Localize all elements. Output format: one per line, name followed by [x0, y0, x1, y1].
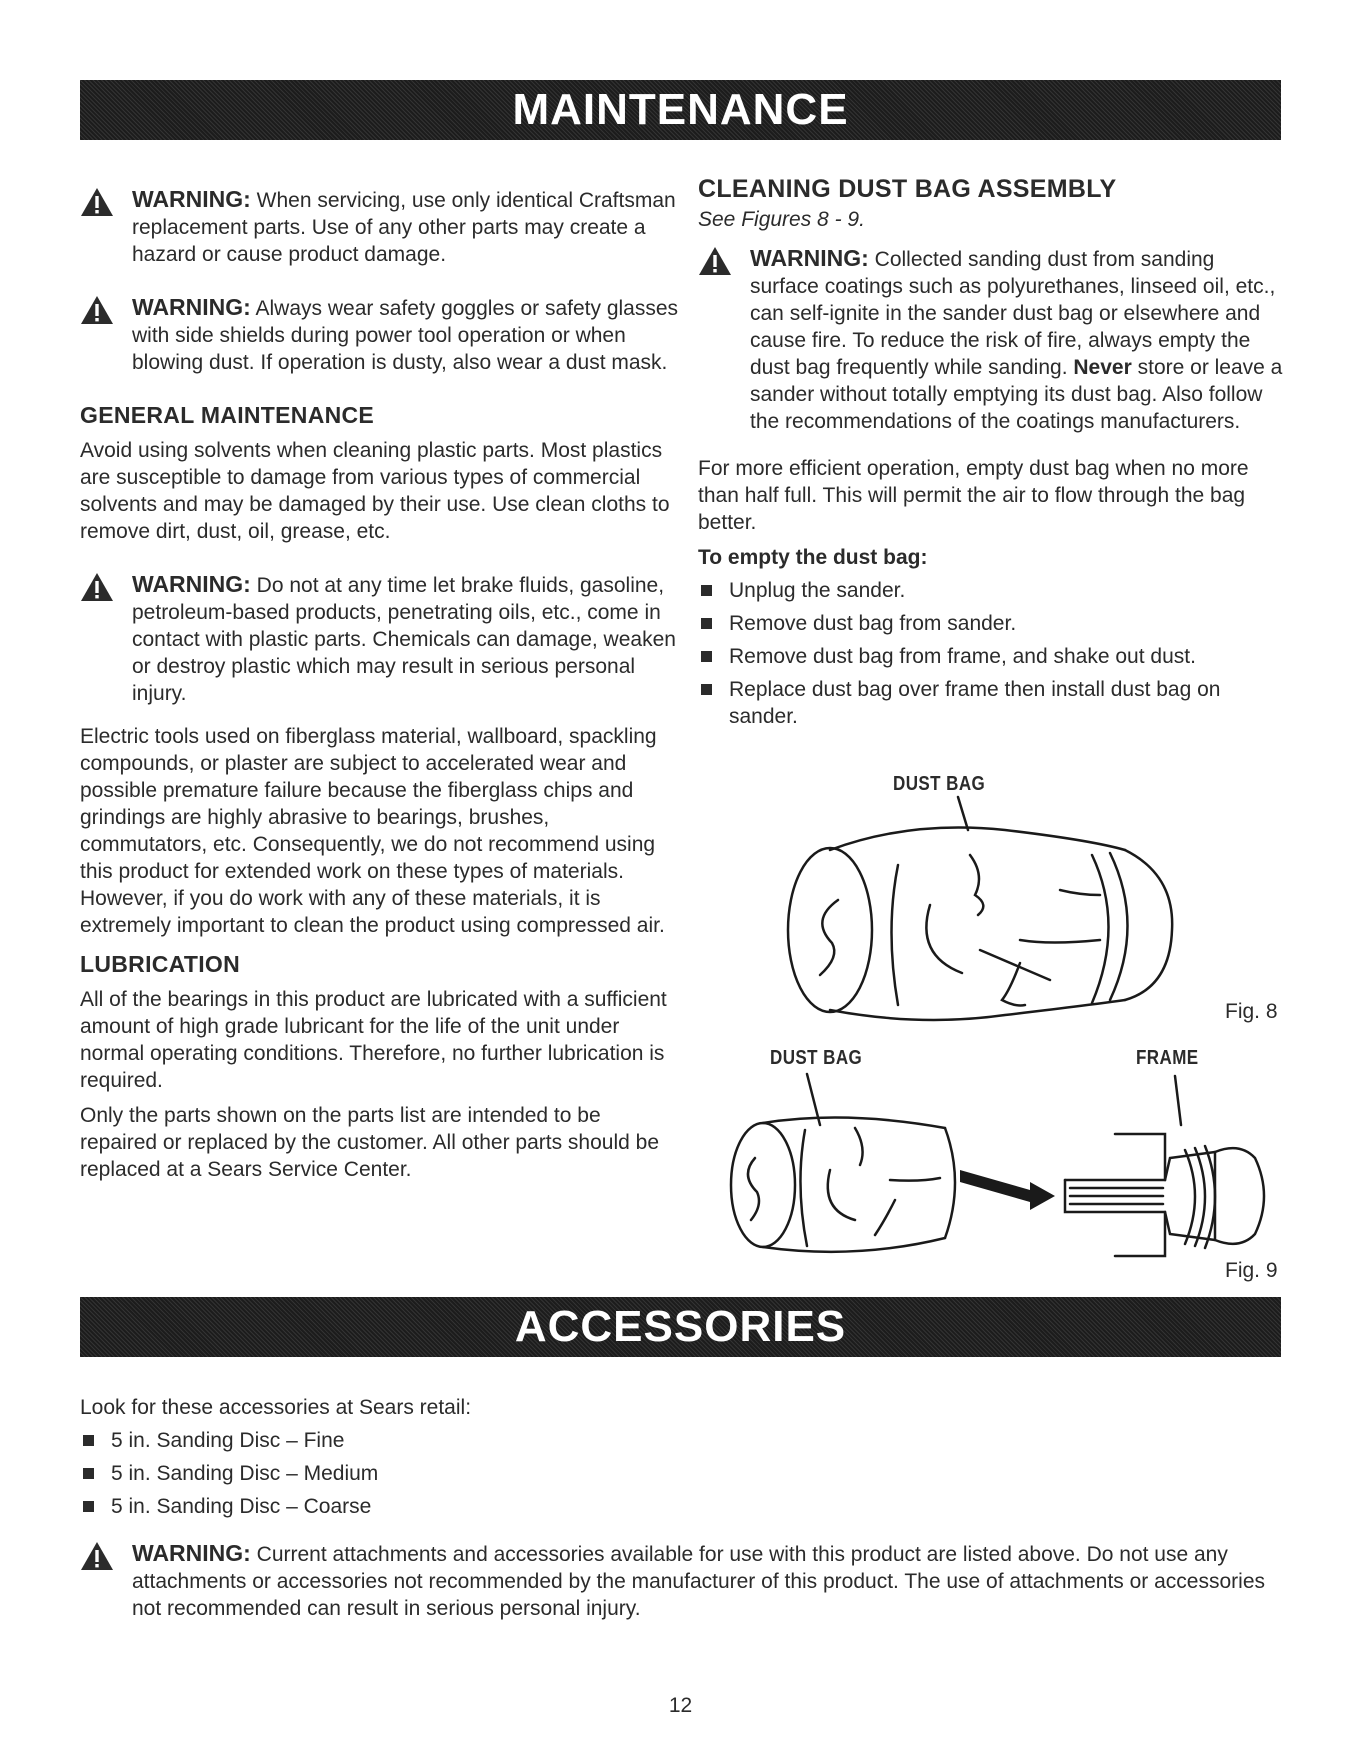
- warning-attachments: [80, 1540, 1280, 1622]
- warning-icon: [698, 246, 732, 276]
- warning-label: WARNING:: [132, 1540, 251, 1566]
- warning-label: WARNING:: [132, 186, 251, 212]
- accessories-list: [80, 1427, 1280, 1520]
- accessories-intro: Look for these accessories at Sears retail:: [80, 1396, 472, 1419]
- warning-label: WARNING:: [750, 245, 869, 271]
- list-item: Unplug the sander.: [698, 577, 1288, 604]
- see-figures-reference: See Figures 8 - 9.: [698, 208, 865, 231]
- warning-text: When servicing, use only identical Craftsman replacement parts. Use of any other parts may create a hazard or cause product damage.: [132, 189, 676, 266]
- never-emphasis: Never: [1073, 356, 1132, 379]
- left-column: [80, 186, 680, 1197]
- fig9-disassembly-illustration: [695, 1070, 1270, 1270]
- warning-icon: [80, 572, 114, 602]
- lubrication-heading: LUBRICATION: [80, 951, 241, 977]
- warning-text: Collected sanding dust from sanding surface coatings such as polyurethanes, linseed oil, etc., can self-ignite in the sander dust bag or elsewhere and cause fire. To reduce the risk of fire, always empty the dust bag frequently while sanding.: [750, 248, 1276, 379]
- efficient-operation-paragraph: For more efficient operation, empty dust bag when no more than half full. This will permit the air to flow through the bag better.: [698, 457, 1249, 534]
- warning-self-ignite: [698, 245, 1288, 435]
- list-item: 5 in. Sanding Disc – Fine: [80, 1427, 1280, 1454]
- maintenance-title: MAINTENANCE: [512, 85, 849, 134]
- empty-dust-bag-heading: To empty the dust bag:: [698, 546, 928, 569]
- list-item: 5 in. Sanding Disc – Medium: [80, 1460, 1280, 1487]
- list-item: Remove dust bag from sander.: [698, 610, 1288, 637]
- list-item: Remove dust bag from frame, and shake out dust.: [698, 643, 1288, 670]
- general-maintenance-paragraph: Avoid using solvents when cleaning plastic parts. Most plastics are susceptible to damage from various types of commercial solvents and may be damaged by their use. Use clean cloths to remove dirt, dust, oil, grease, etc.: [80, 439, 670, 543]
- warning-safety-goggles: [80, 294, 680, 376]
- warning-label: WARNING:: [132, 571, 251, 597]
- general-maintenance-heading: GENERAL MAINTENANCE: [80, 402, 375, 428]
- warning-icon: [80, 187, 114, 217]
- fiberglass-paragraph: Electric tools used on fiberglass material, wallboard, spackling compounds, or plaster are subject to accelerated wear and possible premature failure because the fiberglass chips and grindings are highly abrasive to bearings, brushes, commutators, etc. Consequently, we do not recommend using this product for extended work on these types of materials. However, if you do work with any of these materials, it is extremely important to clean the product using compressed air.: [80, 725, 665, 937]
- warning-icon: [80, 1541, 114, 1571]
- accessories-banner: [80, 1297, 1281, 1357]
- list-item: 5 in. Sanding Disc – Coarse: [80, 1493, 1280, 1520]
- fig8-caption: Fig. 8: [1225, 1000, 1278, 1023]
- accessories-section: [80, 1394, 1280, 1648]
- accessories-title: ACCESSORIES: [514, 1302, 847, 1351]
- fig9-frame-label: FRAME: [1136, 1047, 1199, 1069]
- fig9-dust-bag-label: DUST BAG: [770, 1047, 863, 1069]
- warning-brake-fluids: [80, 571, 680, 707]
- warning-text: Do not at any time let brake fluids, gasoline, petroleum-based products, penetrating oils, etc., come in contact with plastic parts. Chemicals can damage, weaken or destroy plastic which may result in serious personal injury.: [132, 574, 676, 705]
- lubrication-paragraph: All of the bearings in this product are lubricated with a sufficient amount of high grade lubricant for the life of the unit under normal operating conditions. Therefore, no further lubrication is required.: [80, 988, 667, 1092]
- parts-list-paragraph: Only the parts shown on the parts list are intended to be repaired or replaced by the customer. All other parts should be replaced at a Sears Service Center.: [80, 1104, 659, 1181]
- warning-icon: [80, 295, 114, 325]
- maintenance-banner: [80, 80, 1281, 140]
- fig9-caption: Fig. 9: [1225, 1259, 1278, 1282]
- warning-label: WARNING:: [132, 294, 251, 320]
- right-column: [698, 175, 1288, 736]
- page-number: 12: [668, 1694, 693, 1717]
- warning-replacement-parts: [80, 186, 680, 268]
- fig8-dust-bag-label: DUST BAG: [893, 773, 986, 795]
- empty-steps-list: [698, 577, 1288, 730]
- cleaning-dust-bag-heading: CLEANING DUST BAG ASSEMBLY: [698, 175, 1117, 203]
- warning-text: Always wear safety goggles or safety glasses with side shields during power tool operation or when blowing dust. If operation is dusty, also wear a dust mask.: [132, 297, 679, 374]
- list-item: Replace dust bag over frame then install dust bag on sander.: [698, 676, 1288, 730]
- warning-text: Current attachments and accessories available for use with this product are listed above. Do not use any attachments or accessories not recommended by the manufacturer of this product. The use of attachments or accessories not recommended can result in serious personal injury.: [132, 1543, 1266, 1620]
- warning-text-continued: store or leave a sander without totally emptying its dust bag. Also follow the recommendations of the coatings manufacturers.: [750, 356, 1283, 433]
- fig8-dust-bag-illustration: [780, 795, 1180, 1025]
